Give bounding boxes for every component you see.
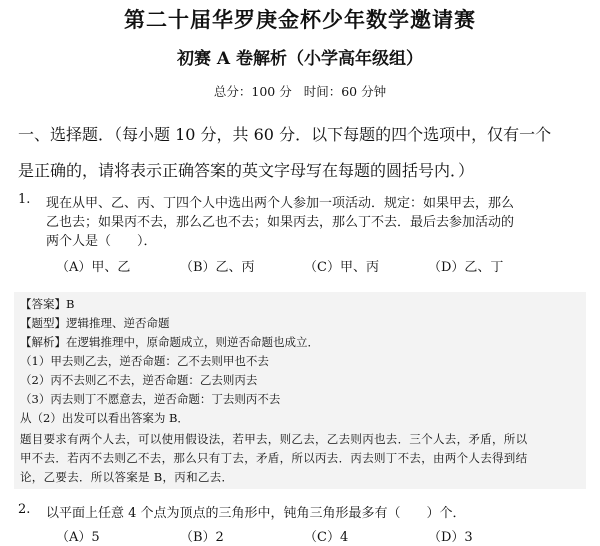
page-title: 第二十届华罗庚金杯少年数学邀请赛 — [124, 7, 476, 32]
exam-meta — [0, 82, 600, 100]
question-1-line-1: 现在从甲、乙、丙、丁四个人中选出两个人参加一项活动．规定：如果甲去，那么 — [46, 196, 515, 211]
page-subtitle: 初赛 A 卷解析（小学高年级组） — [176, 49, 424, 69]
option-d: （D）乙、丁 — [428, 260, 504, 275]
question-1-line-2: 乙也去；如果丙不去，那么乙也不去；如果丙去，那么丁不去．最后去参加活动的 — [46, 215, 515, 230]
question-1-number: 1. — [18, 192, 31, 207]
solution-explanation-3: 论，乙要去．所以答案是 B，丙和乙去． — [20, 470, 234, 484]
question-1-options — [56, 256, 556, 275]
time-limit: 时间：60 分钟 — [303, 84, 387, 99]
section-heading-line-2: 是正确的，请将表示正确答案的英文字母写在每题的圆括号内．） — [18, 161, 475, 180]
section-heading-line-1: 一、选择题．（每小题 10 分，共 60 分．以下每题的四个选项中，仅有一个 — [18, 125, 552, 144]
solution-step-3: （3）丙去则丁不愿意去，逆否命题：丁去则丙不去 — [20, 392, 281, 406]
question-2-options — [56, 526, 556, 545]
solution-analysis: 【解析】在逻辑推理中，原命题成立，则逆否命题也成立． — [20, 335, 319, 349]
question-2-text: 以平面上任意 4 个点为顶点的三角形中，钝角三角形最多有（ ）个． — [46, 506, 466, 521]
option-b: （B）乙、丙 — [180, 260, 255, 275]
option-c: （C）4 — [304, 530, 349, 545]
option-b: （B）2 — [180, 530, 224, 545]
option-d: （D）3 — [428, 530, 473, 545]
solution-answer: 【答案】B — [20, 297, 75, 311]
solution-explanation-2: 甲不去．若丙不去则乙不去，那么只有丁去，矛盾，所以丙去．丙去则丁不去，由两个人去得到结 — [20, 451, 528, 465]
question-2-number: 2. — [18, 502, 31, 517]
option-c: （C）甲、丙 — [304, 260, 379, 275]
solution-explanation-1: 题目要求有两个人去，可以使用假设法，若甲去，则乙去，乙去则丙也去．三个人去，矛盾，所以 — [20, 432, 528, 446]
solution-conclusion: 从（2）出发可以看出答案为 B． — [20, 411, 189, 425]
solution-step-1: （1）甲去则乙去，逆否命题：乙不去则甲也不去 — [20, 354, 269, 368]
option-a: （A）5 — [56, 530, 100, 545]
option-a: （A）甲、乙 — [56, 260, 131, 275]
question-1-line-3: 两个人是（ ）． — [46, 234, 157, 249]
solution-type: 【题型】逻辑推理、逆否命题 — [20, 316, 170, 330]
total-score: 总分：100 分 — [213, 84, 292, 99]
solution-step-2: （2）丙不去则乙不去，逆否命题：乙去则丙去 — [20, 373, 258, 387]
